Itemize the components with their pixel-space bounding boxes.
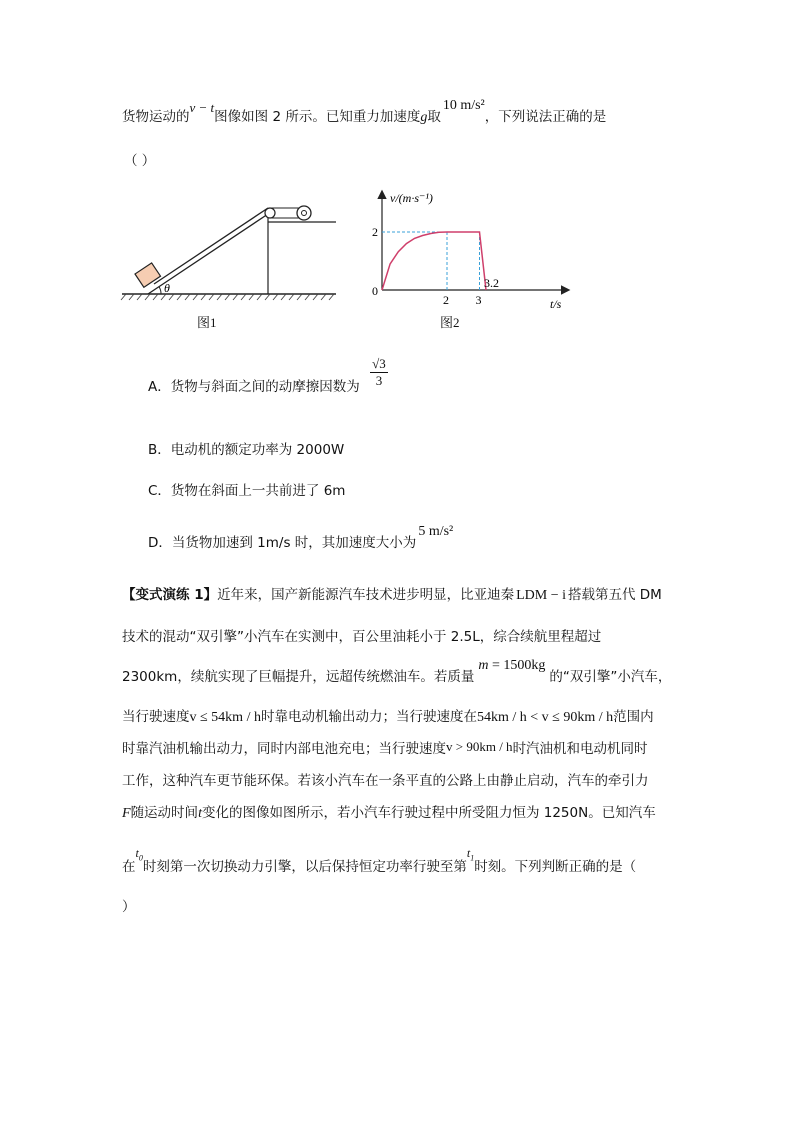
variant-line9: ） xyxy=(122,899,136,915)
variant-text: 近年来，国产新能源汽车技术进步明显，比亚迪秦 xyxy=(217,587,515,603)
variant-text: 时汽油机和电动机同时 xyxy=(512,741,648,757)
variant-line6: 工作，这种汽车更节能环保。若该小汽车在一条平直的公路上由静止启动，汽车的牵引力 xyxy=(122,773,649,789)
t-letter: t xyxy=(135,846,139,860)
speed-range: 54km / h < v ≤ 90km / h xyxy=(476,710,614,725)
figure-1-caption: 图1 xyxy=(197,315,217,330)
stem-text: ，下列说法正确的是 xyxy=(484,109,607,125)
time-symbol: t xyxy=(198,806,202,821)
fraction-denominator: 3 xyxy=(375,373,383,388)
variant-label: 【变式演练 1】 xyxy=(122,587,218,603)
option-d-text: D．当货物加速到 1m/s 时，其加速度大小为 xyxy=(148,535,417,551)
variant-text: 的“双引擎”小汽车， xyxy=(549,669,672,685)
force-symbol: F xyxy=(122,806,131,821)
origin-label: 0 xyxy=(372,284,378,298)
dashed-guides xyxy=(382,232,480,290)
x-tick-label: 2 xyxy=(443,293,449,307)
t1-symbol xyxy=(466,846,475,863)
x-tick-label: 3 xyxy=(475,293,482,307)
option-a[interactable] xyxy=(148,378,360,396)
cargo-box xyxy=(135,263,161,287)
variant-text: 搭载第五代 DM xyxy=(568,587,662,603)
model-name: LDM − i xyxy=(516,588,566,603)
option-b[interactable]: B．电动机的额定功率为 2000W xyxy=(148,442,345,458)
g-value: 10 m/s² xyxy=(442,98,485,113)
stem-text: 取 xyxy=(427,109,441,125)
variant-text: 当行驶速度 xyxy=(122,709,190,725)
variant-text: 变化的图像如图所示，若小汽车行驶过程中所受阻力恒为 1250N。已知汽车 xyxy=(201,805,656,821)
velocity-curve xyxy=(382,232,486,290)
g-symbol: g xyxy=(420,110,428,125)
variant-line7 xyxy=(122,804,656,823)
variant-line4 xyxy=(122,708,654,727)
variant-text: 时刻。下列判断正确的是（ xyxy=(474,859,637,875)
variant-text: 2300km，续航实现了巨幅提升，远超传统燃油车。若质量 xyxy=(122,669,475,685)
figure-2-vt-chart xyxy=(360,184,580,324)
y-tick-label: 2 xyxy=(372,225,378,239)
x-tick-label: 3.2 xyxy=(484,276,499,290)
answer-paren: （ ） xyxy=(124,153,156,169)
speed-condition: v ≤ 54km / h xyxy=(189,710,261,725)
variant-text: 随运动时间 xyxy=(130,805,199,821)
variant-line2: 技术的混动“双引擎”小汽车在实测中，百公里油耗小于 2.5L，综合续航里程超过 xyxy=(122,629,602,645)
vt-symbol: v − t xyxy=(189,100,215,115)
variant-line5 xyxy=(122,740,648,758)
variant-text: 范围内 xyxy=(613,709,654,725)
variant-text: 时刻第一次切换动力引擎，以后保持恒定功率行驶至第 xyxy=(142,859,467,875)
speed-condition: v > 90km / h xyxy=(446,739,513,754)
stem-text: 货物运动的 xyxy=(122,109,190,125)
figure-1-incline-diagram xyxy=(118,196,343,330)
variant-line3 xyxy=(122,658,672,687)
angle-theta-label: θ xyxy=(164,281,170,295)
t0-symbol xyxy=(135,846,143,863)
option-c[interactable]: C．货物在斜面上一共前进了 6m xyxy=(148,483,346,499)
t0-subscript: 0 xyxy=(138,853,143,863)
question-stem-line1 xyxy=(122,98,607,127)
y-axis-label: v/(m·s⁻¹) xyxy=(390,191,433,205)
acceleration-value: 5 m/s² xyxy=(418,524,454,539)
x-axis-label: t/s xyxy=(550,297,562,311)
t-letter: t xyxy=(466,846,471,860)
variant-text: 在 xyxy=(122,859,136,875)
mass-expression: m = 1500kg xyxy=(478,658,546,673)
option-d[interactable] xyxy=(148,524,454,553)
t1-subscript: 1 xyxy=(470,853,475,863)
option-a-fraction xyxy=(370,356,388,389)
figure-2-caption: 图2 xyxy=(440,315,460,330)
variant-line8 xyxy=(122,846,637,881)
stem-text: 图像如图 2 所示。已知重力加速度 xyxy=(214,109,421,125)
variant-text: 时靠电动机输出动力；当行驶速度在 xyxy=(260,709,477,725)
fraction-numerator: √3 xyxy=(372,356,386,371)
variant-text: 时靠汽油机输出动力，同时内部电池充电；当行驶速度 xyxy=(122,741,446,757)
variant-line1 xyxy=(122,586,662,605)
option-a-text: A．货物与斜面之间的动摩擦因数为 xyxy=(148,379,360,395)
